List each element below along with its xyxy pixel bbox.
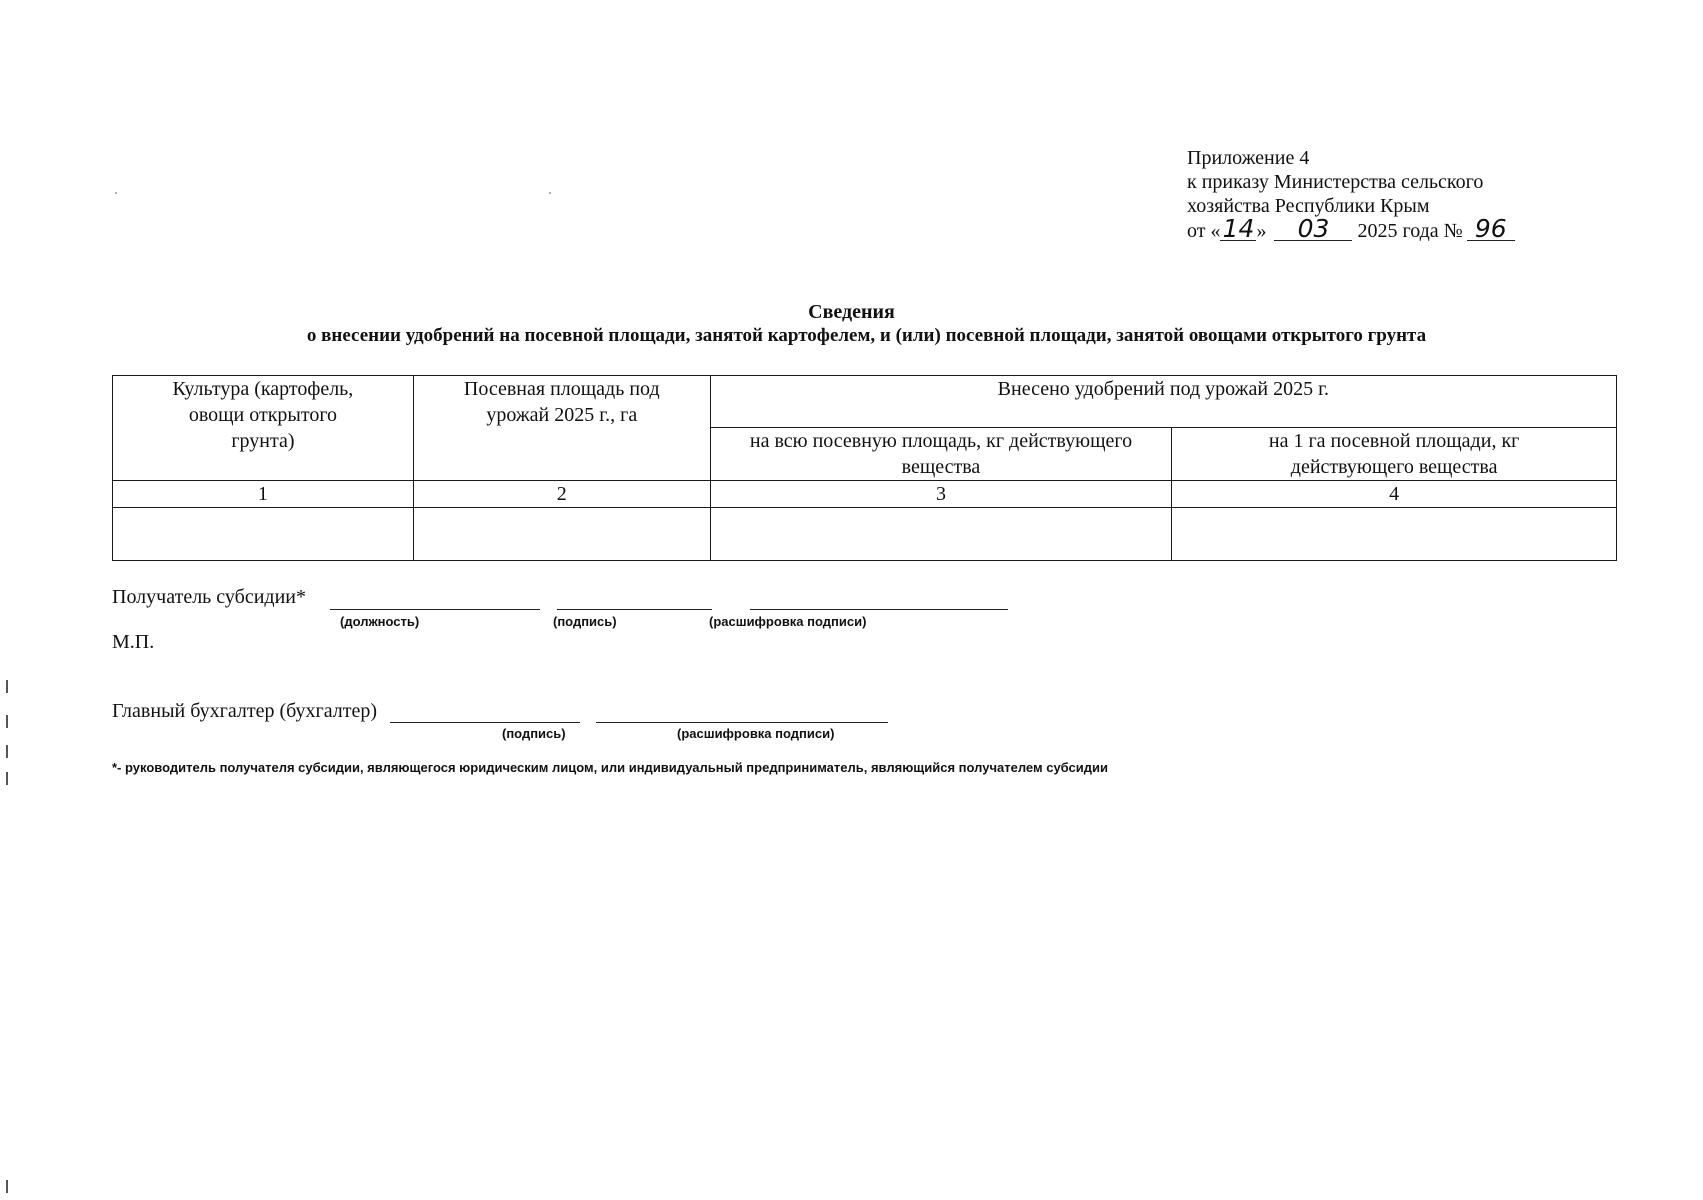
appendix-line: Приложение 4 (1187, 147, 1310, 169)
scan-dot (549, 192, 551, 194)
caption-position: (должность) (340, 614, 420, 629)
year-text: 2025 года № (1357, 220, 1463, 242)
signature-decoding-line[interactable] (750, 609, 1008, 610)
stamp-place: М.П. (112, 631, 155, 653)
column-number: 2 (413, 481, 710, 508)
scan-margin-mark (6, 772, 8, 785)
data-cell[interactable] (710, 508, 1172, 561)
caption-signature-decoding: (расшифровка подписи) (677, 726, 835, 741)
accountant-decoding-line[interactable] (596, 722, 888, 723)
footnote: *- руководитель получателя субсидии, являющегося юридическим лицом, или индивидуальный предприниматель, являющийся получателем субсидии (112, 760, 1108, 775)
column-number: 1 (113, 481, 414, 508)
appendix-header (1187, 146, 1515, 243)
data-cell[interactable] (413, 508, 710, 561)
accountant-signature-line[interactable] (390, 722, 580, 723)
appendix-line: хозяйства Республики Крым (1187, 195, 1430, 217)
document-title: Сведения (808, 301, 895, 323)
column-number: 3 (710, 481, 1172, 508)
column-number: 4 (1172, 481, 1617, 508)
data-cell[interactable] (1172, 508, 1617, 561)
scan-margin-mark (6, 715, 8, 728)
appendix-date-line (1187, 214, 1515, 243)
handwritten-day: 14 (1220, 218, 1256, 241)
header-fertilizer-group: Внесено удобрений под урожай 2025 г. (710, 376, 1616, 428)
caption-signature-decoding: (расшифровка подписи) (709, 614, 867, 629)
recipient-label: Получатель субсидии* (112, 586, 306, 608)
caption-signature: (подпись) (502, 726, 566, 741)
accountant-label: Главный бухгалтер (бухгалтер) (112, 700, 378, 722)
signature-line[interactable] (557, 609, 712, 610)
date-prefix: от « (1187, 220, 1221, 242)
data-cell[interactable] (113, 508, 414, 561)
handwritten-month: 03 (1274, 218, 1352, 241)
handwritten-order-number: 96 (1467, 218, 1515, 241)
header-per-hectare: на 1 га посевной площади, кг действующего вещества (1172, 428, 1617, 481)
scan-margin-mark (6, 1180, 8, 1193)
header-crop: Культура (картофель, овощи открытого грунта) (113, 376, 414, 481)
header-total-area: на всю посевную площадь, кг действующего вещества (710, 428, 1172, 481)
appendix-line: к приказу Министерства сельского (1187, 171, 1484, 193)
fertilizer-table (112, 375, 1617, 561)
scan-margin-mark (6, 745, 8, 758)
header-area: Посевная площадь под урожай 2025 г., га (413, 376, 710, 481)
scan-dot (115, 192, 117, 194)
position-line[interactable] (330, 609, 540, 610)
scan-margin-mark (6, 680, 8, 693)
document-subtitle: о внесении удобрений на посевной площади, занятой картофелем, и (или) посевной площади, занятой овощами открытого грунта (306, 325, 1427, 346)
caption-signature: (подпись) (553, 614, 617, 629)
date-quote: » (1256, 220, 1267, 242)
